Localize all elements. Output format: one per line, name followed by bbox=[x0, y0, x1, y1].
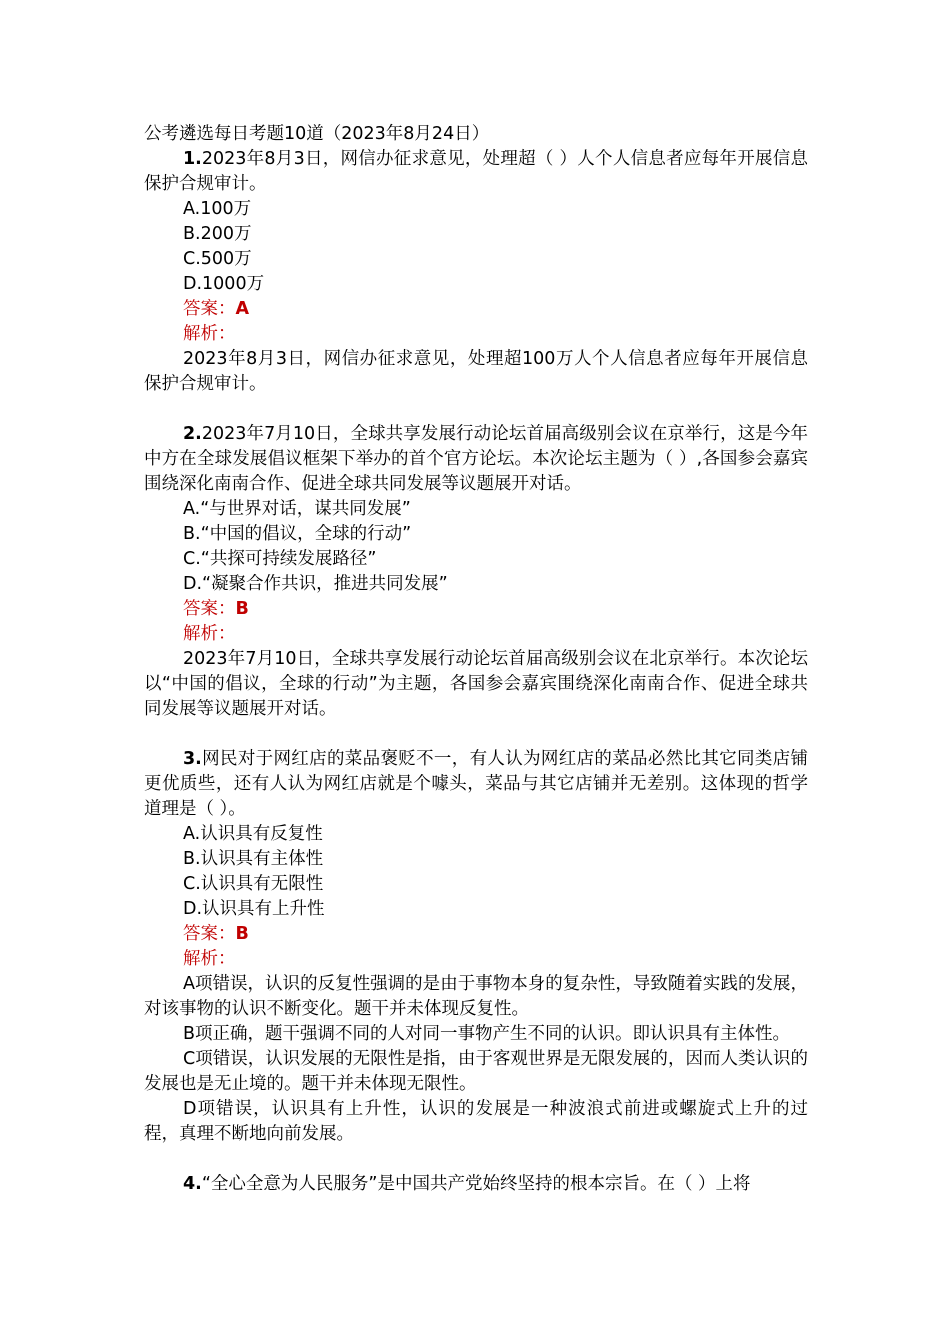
analysis-label: 解析： bbox=[183, 324, 236, 344]
question-number: 3. bbox=[183, 749, 202, 769]
answer-value: B bbox=[235, 924, 249, 944]
answer-value: B bbox=[235, 599, 249, 619]
answer-line: 答案：A bbox=[183, 299, 250, 319]
option-c: C.500万 bbox=[183, 249, 252, 269]
page-title: 公考遴选每日考题10道（2023年8月24日） bbox=[144, 124, 490, 144]
option-d: D.“凝聚合作共识，推进共同发展” bbox=[183, 574, 448, 594]
option-c: C.认识具有无限性 bbox=[183, 874, 324, 894]
spacer bbox=[144, 397, 808, 422]
answer-value: A bbox=[235, 299, 250, 319]
analysis-text: C项错误，认识发展的无限性是指，由于客观世界是无限发展的，因而人类认识的发展也是无止境的。题干并未体现无限性。 bbox=[144, 1049, 808, 1094]
option-b: B.认识具有主体性 bbox=[183, 849, 324, 869]
document-page bbox=[144, 122, 808, 1197]
option-c: C.“共探可持续发展路径” bbox=[183, 549, 377, 569]
option-b: B.200万 bbox=[183, 224, 252, 244]
analysis-text: A项错误，认识的反复性强调的是由于事物本身的复杂性，导致随着实践的发展，对该事物的认识不断变化。题干并未体现反复性。 bbox=[144, 974, 808, 1019]
question-3-stem: 3.网民对于网红店的菜品褒贬不一，有人认为网红店的菜品必然比其它同类店铺更优质些，还有人认为网红店就是个噱头，菜品与其它店铺并无差别。这体现的哲学道理是（ ）。 bbox=[144, 749, 808, 819]
option-a: A.认识具有反复性 bbox=[183, 824, 323, 844]
spacer bbox=[144, 1147, 808, 1172]
analysis-text: 2023年8月3日，网信办征求意见，处理超100万人个人信息者应每年开展信息保护合规审计。 bbox=[144, 349, 808, 394]
answer-line: 答案：B bbox=[183, 599, 249, 619]
option-a: A.“与世界对话，谋共同发展” bbox=[183, 499, 411, 519]
analysis-text: D项错误，认识具有上升性，认识的发展是一种波浪式前进或螺旋式上升的过程，真理不断地向前发展。 bbox=[144, 1099, 808, 1144]
question-number: 1. bbox=[183, 149, 202, 169]
option-d: D.1000万 bbox=[183, 274, 265, 294]
question-number: 2. bbox=[183, 424, 202, 444]
option-a: A.100万 bbox=[183, 199, 252, 219]
analysis-label: 解析： bbox=[183, 624, 236, 644]
question-2-stem: 2.2023年7月10日，全球共享发展行动论坛首届高级别会议在京举行，这是今年中方在全球发展倡议框架下举办的首个官方论坛。本次论坛主题为（ ）,各国参会嘉宾围绕深化南南合作、促进全球共同发展等议题展开对话。 bbox=[144, 424, 808, 494]
question-1-stem: 1.2023年8月3日，网信办征求意见，处理超（ ）人个人信息者应每年开展信息保护合规审计。 bbox=[144, 149, 808, 194]
analysis-text: 2023年7月10日，全球共享发展行动论坛首届高级别会议在北京举行。本次论坛以“中国的倡议，全球的行动”为主题，各国参会嘉宾围绕深化南南合作、促进全球共同发展等议题展开对话。 bbox=[144, 649, 808, 719]
spacer bbox=[144, 722, 808, 747]
analysis-label: 解析： bbox=[183, 949, 236, 969]
analysis-text: B项正确，题干强调不同的人对同一事物产生不同的认识。即认识具有主体性。 bbox=[183, 1024, 791, 1044]
answer-line: 答案：B bbox=[183, 924, 249, 944]
option-d: D.认识具有上升性 bbox=[183, 899, 325, 919]
question-number: 4. bbox=[183, 1174, 202, 1194]
option-b: B.“中国的倡议，全球的行动” bbox=[183, 524, 412, 544]
question-4-stem: 4.“全心全意为人民服务”是中国共产党始终坚持的根本宗旨。在（ ）上将 bbox=[183, 1174, 751, 1194]
